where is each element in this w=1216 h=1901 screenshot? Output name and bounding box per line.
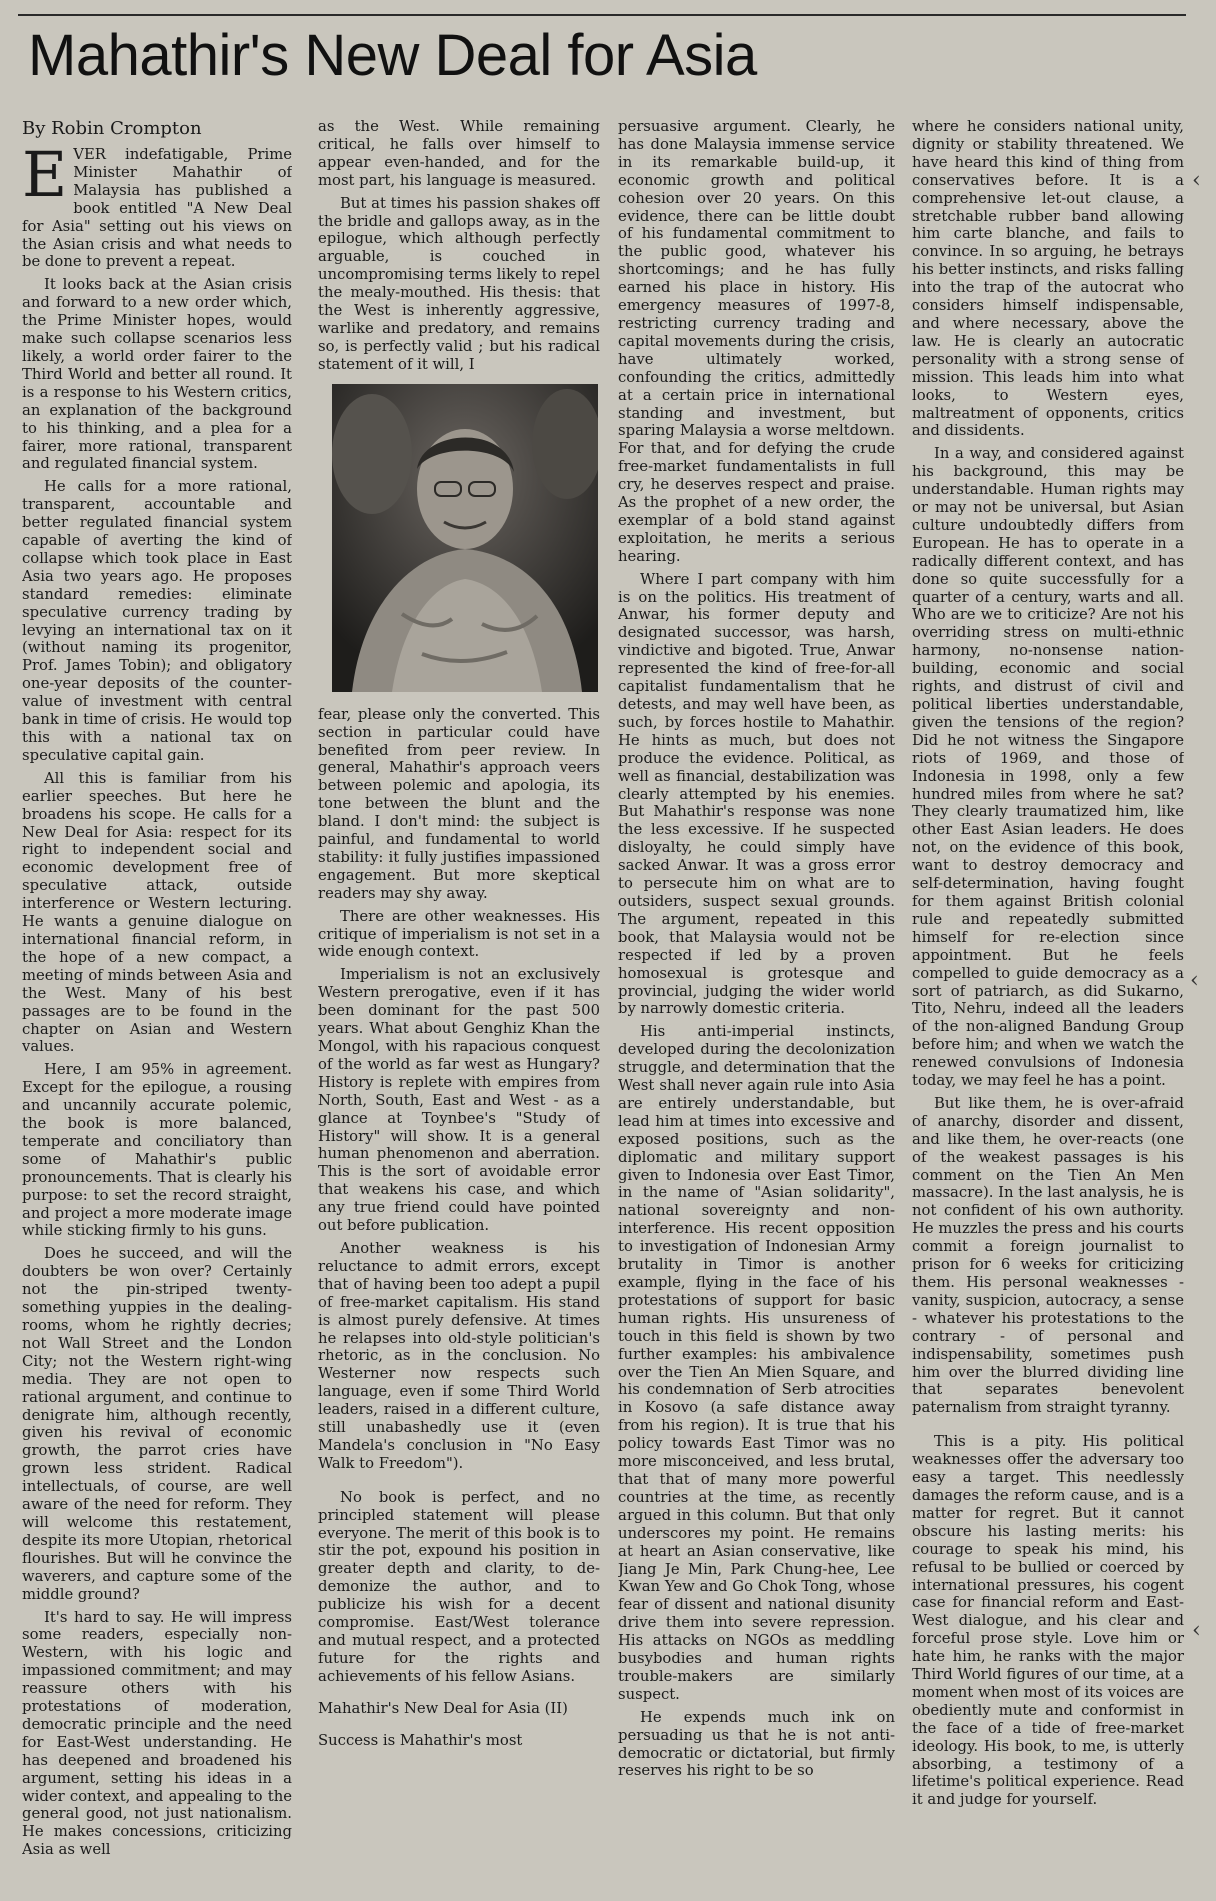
paragraph: But at times his passion shakes off the bridle and gallops away, as in the epilogue, which although perfectly arguable, is couched in uncompromising terms likely to repel the mealy-mouthed. His thesis: that the West is inherently aggressive, warlike and predatory, and remains so, is perfectly valid ; but his radical statement of it will, I [318, 194, 600, 373]
paragraph: Here, I am 95% in agreement. Except for the epilogue, a rousing and uncannily accurate polemic, the book is more balanced, temperate and conciliatory than some of Mahathir's public pronouncements. That is clearly his purpose: to set the record straight, and project a more moderate image while sticking firmly to his guns. [22, 1061, 292, 1240]
paragraph: He expends much ink on persuading us that he is not anti-democratic or dictatorial, but firmly reserves his right to be so [618, 1708, 895, 1780]
paragraph: This is a pity. His political weaknesses offer the adversary too easy a target. This needlessly damages the reform cause, and is a matter for regret. But it cannot obscure his lasting merits: his courage to speak his mind, his refusal to be bullied or coerced by international pressures, his cogent case for financial reform and East-West dialogue, and his clear and forceful prose style. Love him or hate him, he ranks with the major Third World figures of our time, at a moment when most of its voices are obediently mute and conformist in the face of a tide of free-market ideology. His book, to me, is utterly absorbing, a testimony of a lifetime's political experience. Read it and judge for yourself. [912, 1433, 1184, 1809]
margin-mark: ‹ [1192, 168, 1201, 193]
paragraph: as the West. While remaining critical, he falls over himself to appear even-handed, and for the most part, his language is measured. [318, 118, 600, 189]
article-column-1 [22, 118, 292, 1887]
lead-text: VER indefatigable, Prime Minister Mahathir of Malaysia has published a book entitled "A New Deal for Asia" setting out his views on the Asian crisis and what needs to be done to prevent a repeat. [22, 146, 292, 271]
article-column-3 [618, 118, 895, 1887]
portrait-image [332, 384, 598, 692]
paragraph: He calls for a more rational, transparent, accountable and better regulated financial system capable of averting the kind of collapse which took place in East Asia two years ago. He proposes standard remedies: eliminate speculative currency trading by levying an international tax on it (without naming its progenitor, Prof. James Tobin); and obligatory one-year deposits of the counter-value of investment with central bank in time of crisis. He would top this with a national tax on speculative capital gain. [22, 478, 292, 764]
paragraph: fear, please only the converted. This section in particular could have benefited from peer review. In general, Mahathir's approach veers between polemic and apologia, its tone between the blunt and the bland. I don't mind: the subject is painful, and fundamental to world stability: it fully justifies impassioned engagement. But more skeptical readers may shy away. [318, 705, 600, 902]
author-photo [332, 384, 598, 692]
paragraph: It's hard to say. He will impress some readers, especially non-Western, with his logic and impassioned commitment; and may reassure others with his protestations of moderation, democratic principle and the need for East-West understanding. He has deepened and broadened his argument, setting his ideas in a wider context, and appealing to the general good, not just nationalism. He makes concessions, criticizing Asia as well [22, 1608, 292, 1859]
section-subhead: Mahathir's New Deal for Asia (II) [318, 1699, 568, 1717]
paragraph: His anti-imperial instincts, developed during the decolonization struggle, and determination that the West shall never again rule into Asia are entirely understandable, but lead him at times into excessive and exposed positions, such as the diplomatic and military support given to Indonesia over East Timor, in the name of "Asian solidarity", national sovereignty and non-interference. His recent opposition to investigation of Indonesian Army brutality in Timor is another example, flying in the face of his protestations of support for basic human rights. His unsureness of touch in this field is shown by two further examples: his ambivalence over the Tien An Mien Square, and his condemnation of Serb atrocities in Kosovo (a safe distance away from his region). It is true that his policy towards East Timor was no more misconceived, and less brutal, that that of many more powerful countries at the time, as recently argued in this column. But that only underscores my point. He remains at heart an Asian conservative, like Jiang Je Min, Park Chung-hee, Lee Kwan Yew and Go Chok Tong, whose fear of dissent and national disunity drive them into severe repression. His attacks on NGOs as meddling busybodies and human rights trouble-makers are similarly suspect. [618, 1023, 895, 1703]
paragraph: Success is Mahathir's most [318, 1731, 523, 1749]
byline: By Robin Crompton [22, 118, 202, 139]
paragraph: In a way, and considered against his background, this may be understandable. Human rights may or may not be universal, but Asian culture undoubtedly differs from European. He has to operate in a radically different context, and has done so quite successfully for a quarter of a century, warts and all. Who are we to criticize? Are not his overriding stress on multi-ethnic harmony, no-nonsense nation-building, economic and social rights, and distrust of civil and political liberties understandable, given the tensions of the region? Did he not witness the Singapore riots of 1969, and those of Indonesia in 1998, only a few hundred miles from where he sat? They clearly traumatized him, like other East Asian leaders. He does not, on the evidence of this book, want to destroy democracy and self-determination, having fought for them against British colonial rule and repeatedly submitted himself for re-election since appointment. But he feels compelled to guide democracy as a sort of patriarch, as did Sukarno, Tito, Nehru, indeed all the leaders of the non-aligned Bandung Group before him; and when we watch the renewed convulsions of Indonesia today, we may feel he has a point. [912, 445, 1184, 1090]
article-column-4 [912, 118, 1184, 1887]
paragraph [22, 138, 292, 271]
headline: Mahathir's New Deal for Asia [28, 23, 757, 88]
paragraph: Where I part company with him is on the politics. His treatment of Anwar, his former deputy and designated successor, was harsh, vindictive and bigoted. True, Anwar represented the kind of free-for-all capitalist fundamentalism that he detests, and may well have been, as such, by forces hostile to Mahathir. He hints as much, but does not produce the evidence. Political, as well as financial, destabilization was clearly attempted by his enemies. But Mahathir's response was none the less excessive. If he suspected disloyalty, he could simply have sacked Anwar. It was a gross error to persecute him on what are to outsiders, suspect sexual grounds. The argument, repeated in this book, that Malaysia would not be respected if led by a proven homosexual is grotesque and provincial, judging the wider world by narrowly domestic criteria. [618, 570, 895, 1018]
paragraph: There are other weaknesses. His critique of imperialism is not set in a wide enough context. [318, 907, 600, 961]
paragraph: All this is familiar from his earlier speeches. But here he broadens his scope. He calls for a New Deal for Asia: respect for its right to independent social and economic development free of speculative attack, outside interference or Western lecturing. He wants a genuine dialogue on international financial reform, in the hope of a new compact, a meeting of minds between Asia and the West. Many of his best passages are to be found in the chapter on Asian and Western values. [22, 769, 292, 1056]
paragraph: Does he succeed, and will the doubters be won over? Certainly not the pin-striped twenty-something yuppies in the dealing-rooms, whom he rightly decries; not Wall Street and the London City; not the Western right-wing media. They are not open to rational argument, and continue to denigrate him, although recently, given his revival of economic growth, the parrot cries have grown less strident. Radical intellectuals, of course, are well aware of the need for reform. They will welcome this restatement, despite its more Utopian, rhetorical flourishes. But will he convince the waverers, and capture some of the middle ground? [22, 1245, 292, 1603]
paragraph: where he considers national unity, dignity or stability threatened. We have heard this kind of thing from conservatives before. It is a comprehensive let-out clause, a stretchable rubber band allowing him carte blanche, and fails to convince. In so arguing, he betrays his better instincts, and risks falling into the trap of the autocrat who considers himself indispensable, and where necessary, above the law. He is clearly an autocratic personality with a strong sense of mission. This leads him into what looks, to Western eyes, maltreatment of opponents, critics and dissidents. [912, 118, 1184, 440]
margin-mark: ‹ [1192, 1618, 1201, 1643]
margin-mark: ‹ [1190, 968, 1199, 993]
article-column-2 [318, 118, 600, 1887]
paragraph: Imperialism is not an exclusively Western prerogative, even if it has been dominant for the past 500 years. What about Genghiz Khan the Mongol, with his rapacious conquest of the world as far west as Hungary? History is replete with empires from North, South, East and West - as a glance at Toynbee's "Study of History" will show. It is a general human phenomenon and aberration. This is the sort of avoidable error that weakens his case, and which any true friend could have pointed out before publication. [318, 966, 600, 1235]
top-rule [18, 14, 1186, 16]
paragraph: It looks back at the Asian crisis and forward to a new order which, the Prime Minister hopes, would make such collapse scenarios less likely, a world order fairer to the Third World and better all round. It is a response to his Western critics, an explanation of the background to his thinking, and a plea for a fairer, more rational, transparent and regulated financial system. [22, 276, 292, 473]
paragraph: persuasive argument. Clearly, he has done Malaysia immense service in its remarkable build-up, it economic growth and political cohesion over 20 years. On this evidence, there can be little doubt of his fundamental commitment to the public good, whatever his shortcomings; and he has fully earned his place in history. His emergency measures of 1997-8, restricting currency trading and capital movements during the crisis, have ultimately worked, confounding the critics, admittedly at a certain price in international standing and investment, but sparing Malaysia a worse meltdown. For that, and for defying the crude free-market fundamentalists in full cry, he deserves respect and praise. As the prophet of a new order, the exemplar of a bold stand against exploitation, he merits a serious hearing. [618, 118, 895, 565]
paragraph: No book is perfect, and no principled statement will please everyone. The merit of this book is to stir the pot, expound his position in greater depth and clarity, to de-demonize the author, and to publicize his wish for a decent compromise. East/West tolerance and mutual respect, and a protected future for the rights and achievements of his fellow Asians. [318, 1488, 600, 1685]
drop-cap: E [22, 138, 68, 211]
paragraph: But like them, he is over-afraid of anarchy, disorder and dissent, and like them, he over-reacts (one of the weakest passages is his comment on the Tien An Men massacre). In the last analysis, he is not confident of his own authority. He muzzles the press and his courts commit a foreign journalist to prison for 6 weeks for criticizing them. His personal weaknesses - vanity, suspicion, autocracy, a sense - whatever his protestations to the contrary - of personal and indispensability, sometimes push him over the blurred dividing line that separates benevolent paternalism from straight tyranny. [912, 1094, 1184, 1417]
paragraph: Another weakness is his reluctance to admit errors, except that of having been too adept a pupil of free-market capitalism. His stand is almost purely defensive. At times he relapses into old-style politician's rhetoric, as in the conclusion. No Westerner now respects such language, even if some Third World leaders, raised in a different culture, still unabashedly use it (even Mandela's conclusion in "No Easy Walk to Freedom"). [318, 1239, 600, 1472]
